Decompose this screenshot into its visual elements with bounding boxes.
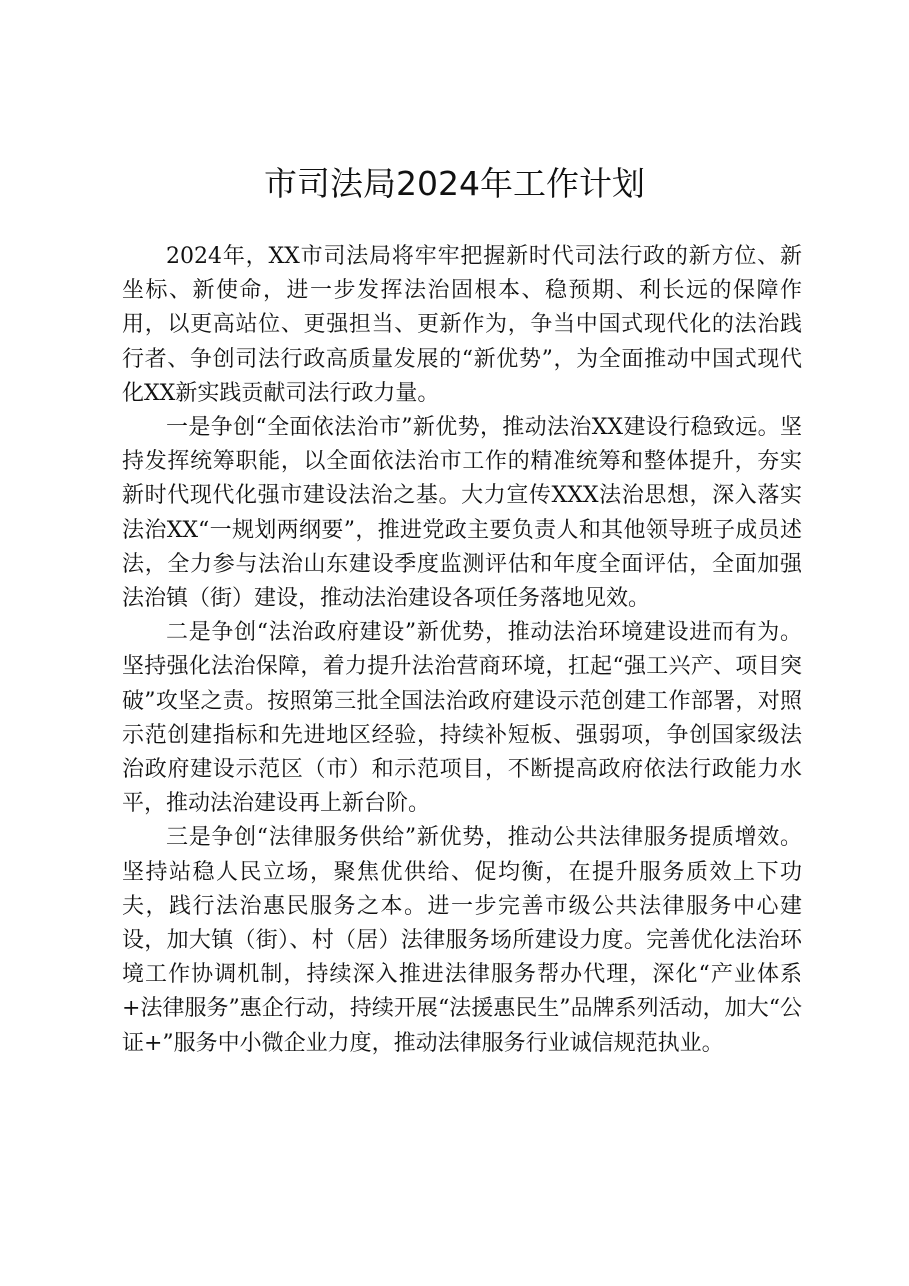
paragraph-intro: 2024年，XX市司法局将牢牢把握新时代司法行政的新方位、新坐标、新使命，进一步发挥法治固根本、稳预期、利长远的保障作用，以更高站位、更强担当、更新作为，争当中国式现代化的法治践行者、争创司法行政高质量发展的“新优势”，为全面推动中国式现代化XX新实践贡献司法行政力量。 <box>122 244 802 406</box>
paragraph-one: 一是争创“全面依法治市”新优势，推动法治XX建设行稳致远。坚持发挥统筹职能，以全面依法治市工作的精准统筹和整体提升，夯实新时代现代化强市建设法治之基。大力宣传XXX法治思想，深入落实法治XX“一规划两纲要”，推进党政主要负责人和其他领导班子成员述法，全力参与法治山东建设季度监测评估和年度全面评估，全面加强法治镇（街）建设，推动法治建设各项任务落地见效。 <box>122 415 802 612</box>
document-body <box>122 240 802 1061</box>
paragraph-two: 二是争创“法治政府建设”新优势，推动法治环境建设进而有为。坚持强化法治保障，着力提升法治营商环境，扛起“强工兴产、项目突破”攻坚之责。按照第三批全国法治政府建设示范创建工作部署，对照示范创建指标和先进地区经验，持续补短板、强弱项，争创国家级法治政府建设示范区（市）和示范项目，不断提高政府依法行政能力水平，推动法治建设再上新台阶。 <box>122 620 802 817</box>
document-title: 市司法局2024年工作计划 <box>264 164 645 203</box>
paragraph-three: 三是争创“法律服务供给”新优势，推动公共法律服务提质增效。坚持站稳人民立场，聚焦优供给、促均衡，在提升服务质效上下功夫，践行法治惠民服务之本。进一步完善市级公共法律服务中心建设，加大镇（街）、村（居）法律服务场所建设力度。完善优化法治环境工作协调机制，持续深入推进法律服务帮办代理，深化“产业体系+法律服务”惠企行动，持续开展“法援惠民生”品牌系列活动，加大“公证+”服务中小微企业力度，推动法律服务行业诚信规范执业。 <box>122 825 802 1056</box>
